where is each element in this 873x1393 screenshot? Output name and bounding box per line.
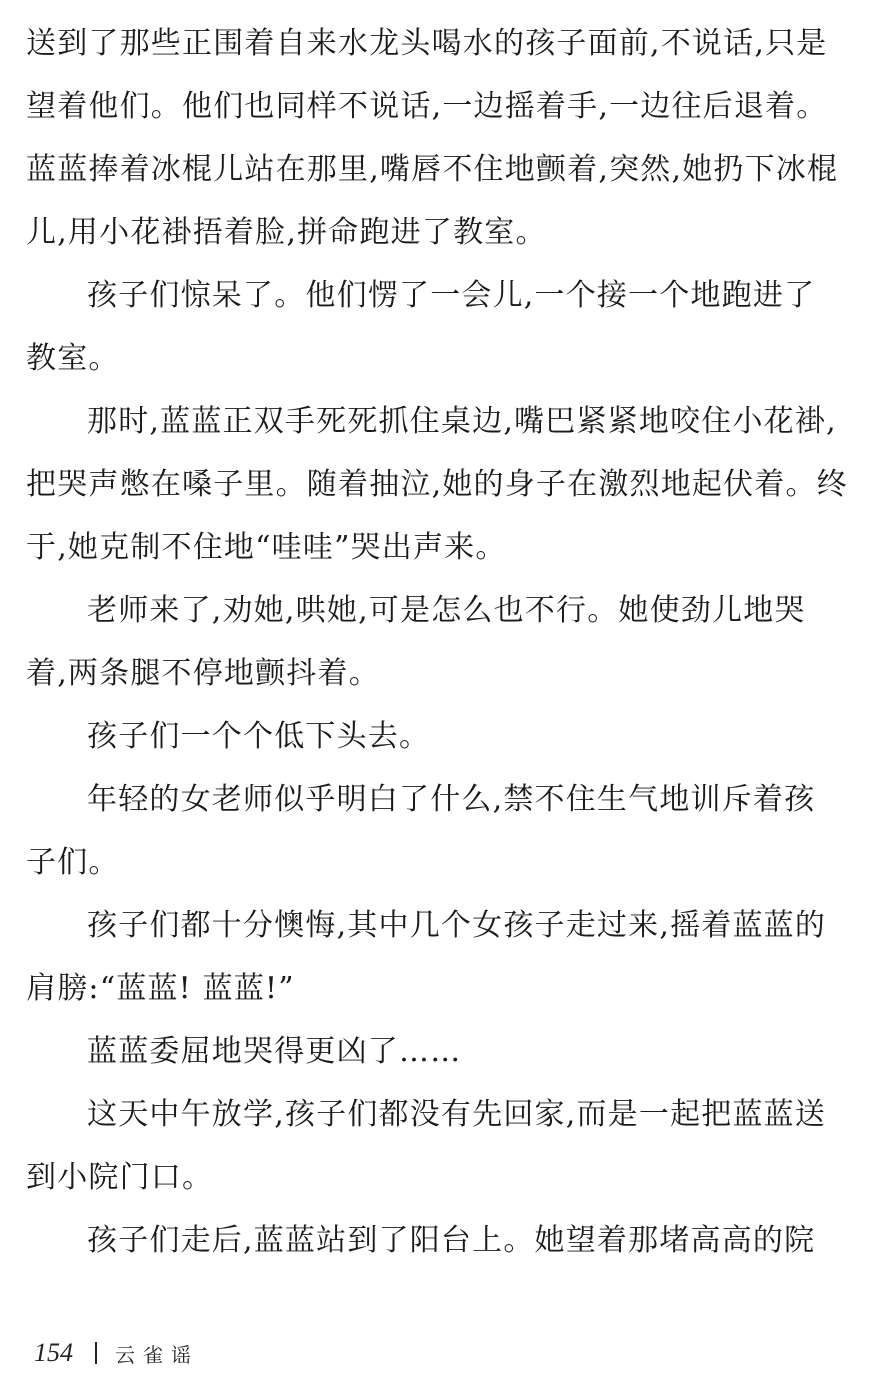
book-page-text xyxy=(26,12,848,1272)
text-line: 送到了那些正围着自来水龙头喝水的孩子面前,不说话,只是 xyxy=(26,26,828,61)
paragraph-start-line: 年轻的女老师似乎明白了什么,禁不住生气地训斥着孩 xyxy=(87,782,816,817)
text-line: 蓝蓝捧着冰棍儿站在那里,嘴唇不住地颤着,突然,她扔下冰棍 xyxy=(26,152,839,187)
text-line: 子们。 xyxy=(26,845,120,880)
page-number: 154 xyxy=(34,1338,73,1367)
text-line: 着,两条腿不停地颤抖着。 xyxy=(26,656,380,691)
paragraph-start-line: 老师来了,劝她,哄她,可是怎么也不行。她使劲儿地哭 xyxy=(87,593,806,628)
paragraph-start-line: 这天中午放学,孩子们都没有先回家,而是一起把蓝蓝送 xyxy=(87,1097,827,1132)
footer-divider xyxy=(95,1342,97,1364)
paragraph-start-line: 孩子们一个个低下头去。 xyxy=(87,719,431,754)
text-line: 教室。 xyxy=(26,341,120,376)
text-line: 到小院门口。 xyxy=(26,1160,214,1195)
book-title: 云雀谣 xyxy=(115,1342,199,1367)
text-line: 把哭声憋在嗓子里。随着抽泣,她的身子在激烈地起伏着。终 xyxy=(26,467,848,502)
page-footer xyxy=(34,1335,199,1371)
paragraph-start-line: 孩子们走后,蓝蓝站到了阳台上。她望着那堵高高的院 xyxy=(87,1223,816,1258)
paragraph-start-line: 蓝蓝委屈地哭得更凶了…… xyxy=(87,1034,462,1069)
text-line: 儿,用小花褂捂着脸,拼命跑进了教室。 xyxy=(26,215,547,250)
text-line: 肩膀:“蓝蓝! 蓝蓝!” xyxy=(26,971,295,1006)
text-line: 望着他们。他们也同样不说话,一边摇着手,一边往后退着。 xyxy=(26,89,828,124)
text-line: 于,她克制不住地“哇哇”哭出声来。 xyxy=(26,530,507,565)
paragraph-start-line: 孩子们都十分懊悔,其中几个女孩子走过来,摇着蓝蓝的 xyxy=(87,908,827,943)
paragraph-start-line: 孩子们惊呆了。他们愣了一会儿,一个接一个地跑进了 xyxy=(87,278,816,313)
paragraph-start-line: 那时,蓝蓝正双手死死抓住桌边,嘴巴紧紧地咬住小花褂, xyxy=(87,404,837,439)
